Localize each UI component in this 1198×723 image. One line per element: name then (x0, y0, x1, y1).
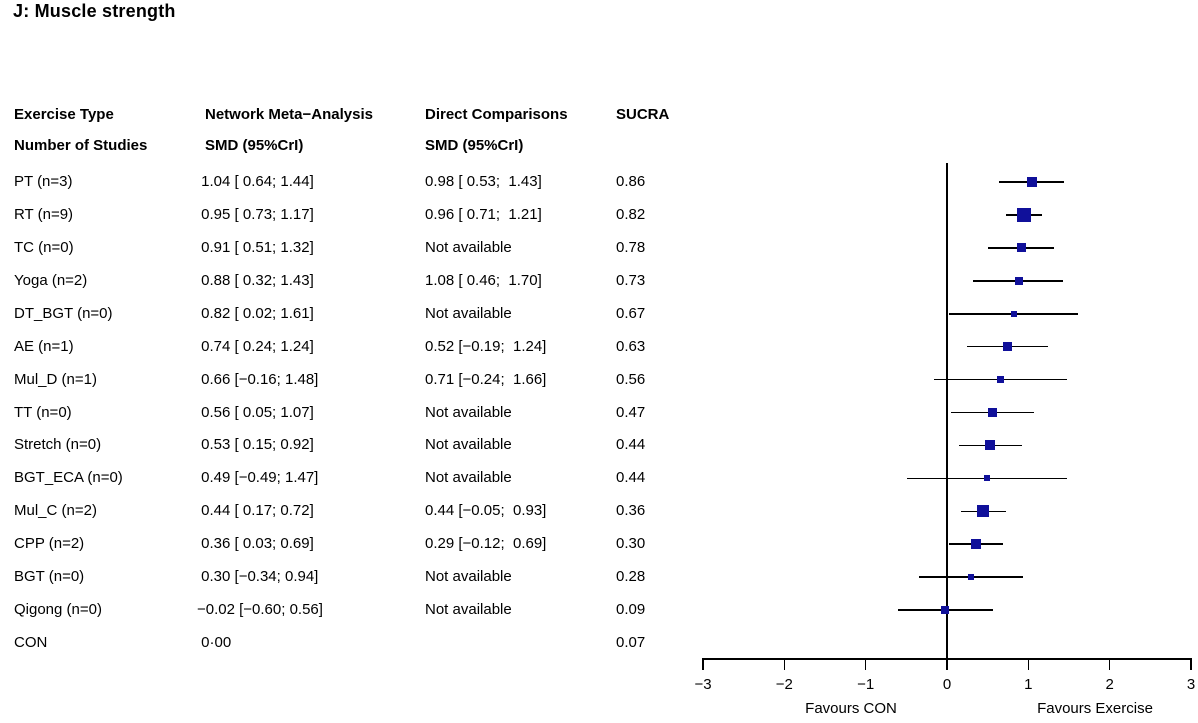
point-estimate-square (1017, 208, 1031, 222)
point-estimate-square (1003, 342, 1012, 351)
favours-exercise-label: Favours Exercise (1037, 700, 1153, 717)
x-tick-label: 0 (942, 676, 952, 693)
x-tick (1028, 658, 1030, 670)
table-row (0, 206, 703, 224)
row-nma-value: 0.95 [ 0.73; 1.17] (197, 205, 314, 223)
row-sucra-value: 0.09 (616, 601, 646, 619)
x-tick (702, 658, 704, 670)
table-row (0, 338, 703, 356)
row-exercise-label: PT (n=3) (14, 173, 73, 190)
row-nma-value: 0.56 [ 0.05; 1.07] (197, 403, 314, 421)
x-tick (1190, 658, 1192, 670)
table-row (0, 634, 703, 652)
col-header-exercise-type: Exercise Type (14, 106, 114, 123)
point-estimate-square (1015, 277, 1023, 285)
row-sucra-value: 0.82 (616, 205, 646, 223)
x-tick-label: −2 (775, 676, 793, 693)
x-tick (865, 658, 867, 670)
col-header-sucra: SUCRA (616, 106, 670, 123)
row-exercise-label: BGT (n=0) (14, 568, 85, 586)
x-tick (1109, 658, 1111, 670)
row-nma-value: 0.91 [ 0.51; 1.32] (197, 238, 314, 256)
point-estimate-square (977, 505, 989, 517)
row-sucra-value: 0.47 (616, 403, 646, 421)
row-direct-value: Not available (425, 238, 512, 256)
row-nma-value: 0.88 [ 0.32; 1.43] (197, 271, 314, 289)
row-sucra-value: 0.36 (616, 502, 646, 520)
row-direct-value: 0.29 [−0.12; 0.69] (425, 535, 547, 553)
x-tick (784, 658, 786, 670)
table-row (0, 502, 703, 520)
x-tick-label: −1 (857, 676, 875, 693)
table-row (0, 239, 703, 257)
row-sucra-value: 0.28 (616, 568, 646, 586)
favours-con-label: Favours CON (805, 700, 897, 717)
row-nma-value: 0.49 [−0.49; 1.47] (197, 469, 319, 487)
table-row (0, 371, 703, 389)
point-estimate-square (1027, 177, 1037, 187)
row-sucra-value: 0.63 (616, 337, 646, 355)
point-estimate-square (1011, 311, 1017, 317)
row-sucra-value: 0.73 (616, 271, 646, 289)
row-exercise-label: CON (14, 634, 48, 652)
point-estimate-square (971, 539, 981, 549)
row-nma-value: 0.66 [−0.16; 1.48] (197, 370, 319, 388)
row-direct-value: Not available (425, 403, 512, 421)
row-sucra-value: 0.30 (616, 535, 646, 553)
table-row (0, 305, 703, 323)
row-direct-value: Not available (425, 304, 512, 322)
row-nma-value: 0.44 [ 0.17; 0.72] (197, 502, 314, 520)
row-nma-value: 0.30 [−0.34; 0.94] (197, 568, 319, 586)
row-direct-value: 0.98 [ 0.53; 1.43] (425, 173, 542, 190)
table-row (0, 535, 703, 553)
col-header-number-of-studies: Number of Studies (14, 137, 148, 154)
point-estimate-square (941, 606, 949, 614)
row-nma-value: 0.36 [ 0.03; 0.69] (197, 535, 314, 553)
x-tick-label: −3 (694, 676, 712, 693)
table-row (0, 436, 703, 454)
row-exercise-label: Yoga (n=2) (14, 271, 88, 289)
table-row (0, 469, 703, 487)
row-nma-value: −0.02 [−0.60; 0.56] (197, 601, 323, 619)
row-exercise-label: Stretch (n=0) (14, 436, 102, 454)
row-nma-value: 0.53 [ 0.15; 0.92] (197, 436, 314, 454)
row-sucra-value: 0.86 (616, 173, 646, 190)
point-estimate-square (988, 408, 997, 417)
table-row (0, 404, 703, 422)
col-header-direct-comparisons: Direct Comparisons (425, 106, 568, 123)
x-tick-label: 3 (1186, 676, 1196, 693)
zero-reference-line (946, 163, 948, 658)
row-nma-value: 0·00 (197, 634, 232, 652)
row-direct-value: Not available (425, 436, 512, 454)
row-direct-value: 1.08 [ 0.46; 1.70] (425, 271, 542, 289)
point-estimate-square (1017, 243, 1026, 252)
table-row (0, 173, 703, 191)
figure-title: J: Muscle strength (13, 1, 176, 21)
point-estimate-square (984, 475, 990, 481)
row-direct-value: Not available (425, 469, 512, 487)
x-tick-label: 2 (1105, 676, 1114, 693)
point-estimate-square (985, 440, 995, 450)
point-estimate-square (997, 376, 1004, 383)
row-direct-value: 0.71 [−0.24; 1.66] (425, 370, 547, 388)
row-exercise-label: AE (n=1) (14, 337, 74, 355)
row-exercise-label: TC (n=0) (14, 238, 74, 256)
table-row (0, 568, 703, 586)
table-row (0, 601, 703, 619)
row-exercise-label: CPP (n=2) (14, 535, 85, 553)
row-exercise-label: Qigong (n=0) (14, 601, 102, 619)
row-sucra-value: 0.44 (616, 436, 646, 454)
row-sucra-value: 0.56 (616, 370, 646, 388)
table-row (0, 272, 703, 290)
row-direct-value: Not available (425, 601, 512, 619)
row-direct-value: 0.96 [ 0.71; 1.21] (425, 205, 542, 223)
row-sucra-value: 0.67 (616, 304, 646, 322)
row-sucra-value: 0.78 (616, 238, 646, 256)
row-nma-value: 0.74 [ 0.24; 1.24] (197, 337, 314, 355)
row-exercise-label: TT (n=0) (14, 403, 72, 421)
row-sucra-value: 0.07 (616, 634, 646, 652)
x-tick (946, 658, 948, 670)
row-nma-value: 0.82 [ 0.02; 1.61] (197, 304, 314, 322)
forest-plot (694, 163, 1196, 723)
point-estimate-square (968, 574, 974, 580)
x-tick-label: 1 (1024, 676, 1033, 693)
row-exercise-label: BGT_ECA (n=0) (14, 469, 123, 487)
row-direct-value: 0.52 [−0.19; 1.24] (425, 337, 547, 355)
row-exercise-label: DT_BGT (n=0) (14, 304, 113, 322)
row-exercise-label: Mul_C (n=2) (14, 502, 97, 520)
row-exercise-label: RT (n=9) (14, 205, 74, 223)
col-header-direct-smd-cri: SMD (95%CrI) (425, 137, 524, 154)
row-sucra-value: 0.44 (616, 469, 646, 487)
row-direct-value: 0.44 [−0.05; 0.93] (425, 502, 547, 520)
row-exercise-label: Mul_D (n=1) (14, 370, 97, 388)
col-header-network-meta-analysis: Network Meta−Analysis (205, 106, 373, 123)
row-direct-value: Not available (425, 568, 512, 586)
row-nma-value: 1.04 [ 0.64; 1.44] (197, 173, 314, 190)
col-header-nma-smd-cri: SMD (95%CrI) (205, 137, 304, 154)
